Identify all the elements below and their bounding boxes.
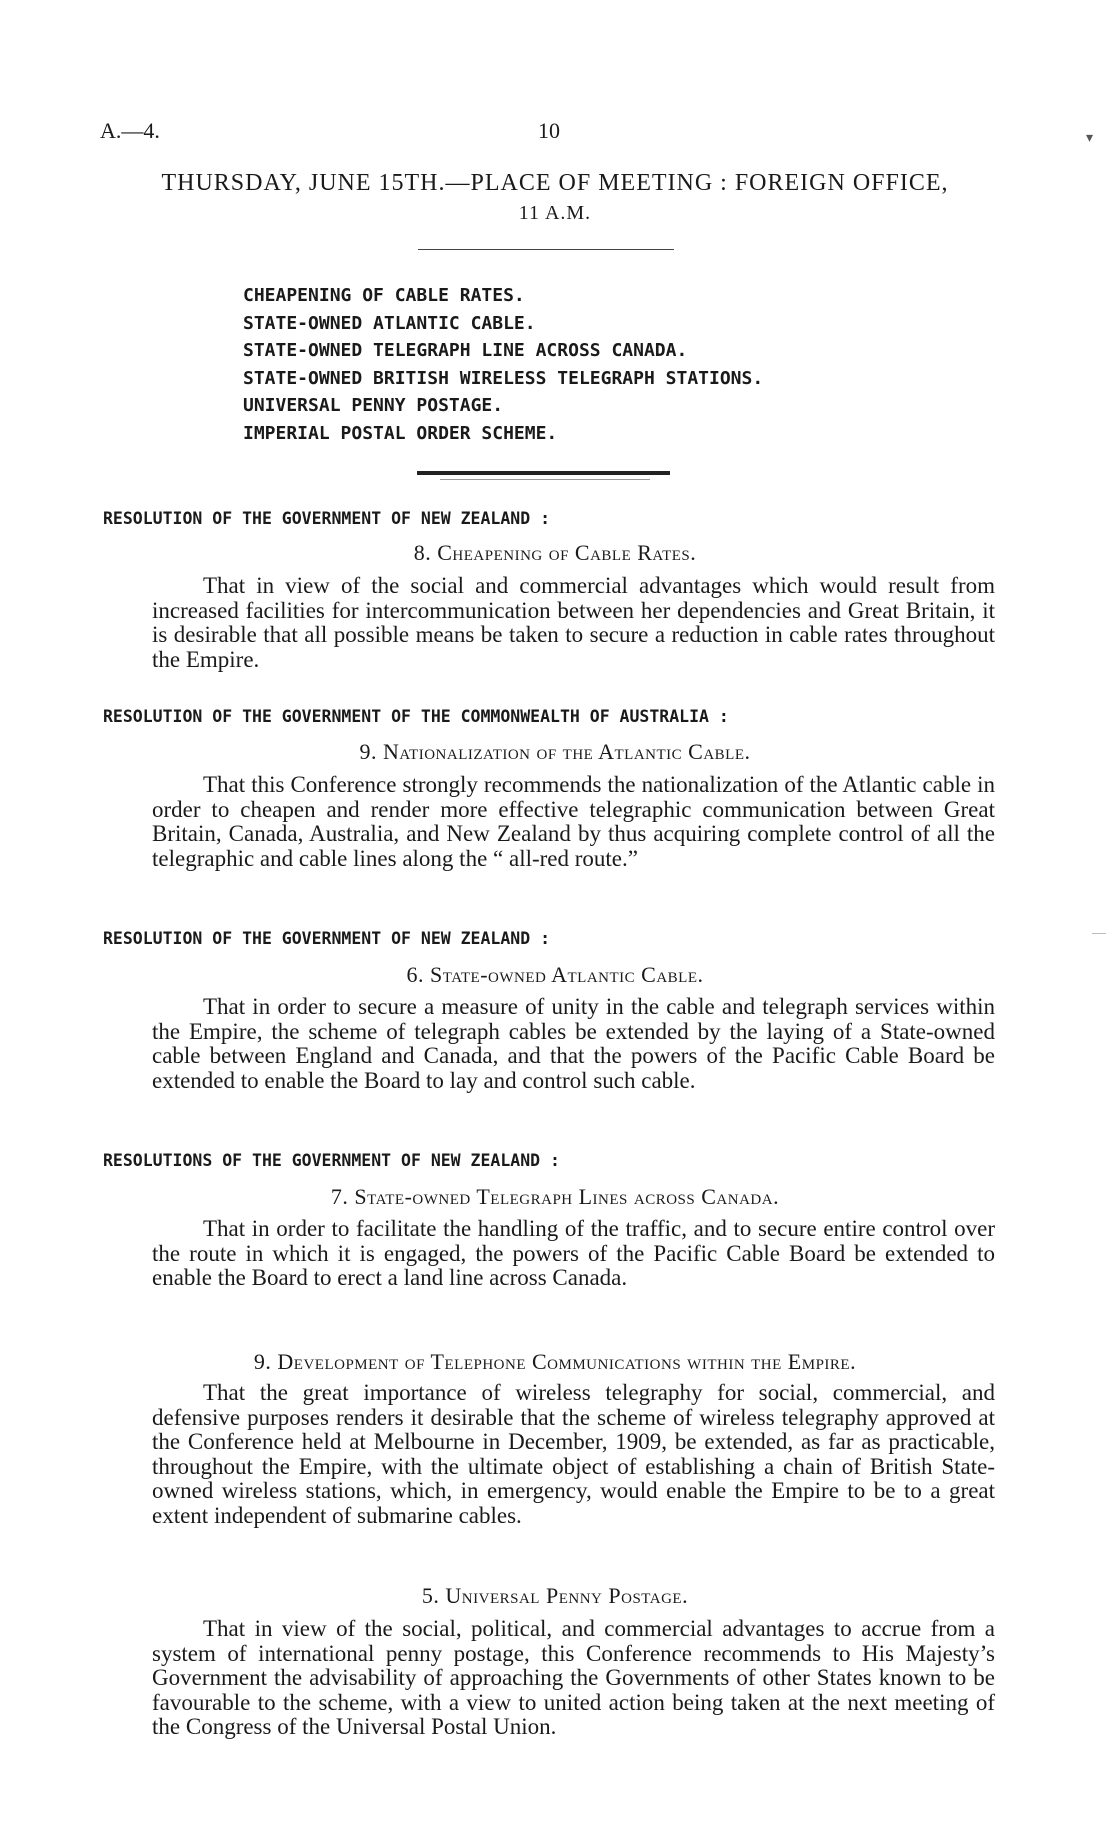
- topic-item: STATE-OWNED TELEGRAPH LINE ACROSS CANADA.: [243, 340, 688, 361]
- resolution-body: That in view of the social and commercial advantages which would result from increased facilities for intercommunication between her dependencies and Great Britain, it is desirable that all possible means be taken to secure a reduction in cable rates throughout the Empire.: [152, 573, 995, 672]
- divider-thin: [418, 249, 674, 250]
- resolution-heading: RESOLUTIONS OF THE GOVERNMENT OF NEW ZEALAND :: [103, 1151, 560, 1170]
- resolution-heading: RESOLUTION OF THE GOVERNMENT OF NEW ZEALAND :: [103, 929, 551, 948]
- resolution-subheading: 5. Universal Penny Postage.: [421, 1583, 689, 1608]
- meeting-line-2: 11 A.M.: [518, 202, 592, 224]
- resolution-subheading: 6. State-owned Atlantic Cable.: [406, 962, 704, 987]
- topic-item: IMPERIAL POSTAL ORDER SCHEME.: [243, 422, 558, 444]
- topics-list: [243, 282, 763, 447]
- topic-item: UNIVERSAL PENNY POSTAGE.: [243, 395, 504, 416]
- topic-item: CHEAPENING OF CABLE RATES.: [243, 285, 525, 306]
- margin-mark: ▾: [1086, 130, 1094, 146]
- topic-item: STATE-OWNED BRITISH WIRELESS TELEGRAPH STATIONS.: [243, 367, 764, 389]
- page-number: 10: [538, 118, 560, 143]
- resolution-subheading: 9. Development of Telephone Communications within the Empire.: [253, 1349, 857, 1374]
- divider-heavy: [417, 471, 670, 475]
- margin-mark: [1092, 933, 1106, 934]
- meeting-header: [100, 168, 1010, 228]
- resolution-body: That in order to secure a measure of unity in the cable and telegraph services within the Empire, the scheme of telegraph cables be extended by the laying of a State-owned cable between England and Canada, and that the powers of the Pacific Cable Board be extended to enable the Board to lay and control such cable.: [152, 994, 995, 1093]
- meeting-line-1: THURSDAY, JUNE 15TH.—PLACE OF MEETING : FOREIGN OFFICE,: [161, 170, 949, 196]
- resolution-heading: RESOLUTION OF THE GOVERNMENT OF THE COMMONWEALTH OF AUSTRALIA :: [103, 707, 729, 726]
- resolution-subheading: 9. Nationalization of the Atlantic Cable.: [359, 739, 751, 764]
- resolution-body: That in order to facilitate the handling of the traffic, and to secure entire control over the route in which it is engaged, the powers of the Pacific Cable Board be extended to enable the Board to erect a land line across Canada.: [152, 1216, 995, 1291]
- topic-item: STATE-OWNED ATLANTIC CABLE.: [243, 312, 536, 334]
- document-reference: A.—4.: [100, 118, 160, 143]
- resolution-body: That the great importance of wireless telegraphy for social, commercial, and defensive purposes renders it desirable that the scheme of wireless telegraphy approved at the Conference held at Melbourne in December, 1909, be extended, as far as practicable, throughout the Empire, with the ultimate object of establishing a chain of British State-owned wireless stations, which, in emergency, would enable the Empire to be to a great extent independent of submarine cables.: [152, 1380, 995, 1528]
- resolution-body: That in view of the social, political, and commercial advantages to accrue from a system of international penny postage, this Conference recommends to His Majesty’s Government the advisability of approaching the Governments of other States known to be favourable to the scheme, with a view to united action being taken at the next meeting of the Congress of the Universal Postal Union.: [152, 1616, 995, 1740]
- resolution-subheading: 8. Cheapening of Cable Rates.: [413, 540, 697, 565]
- resolution-subheading: 7. State-owned Telegraph Lines across Canada.: [330, 1184, 780, 1209]
- divider-thin-under: [440, 479, 650, 480]
- resolution-heading: RESOLUTION OF THE GOVERNMENT OF NEW ZEALAND :: [103, 509, 551, 528]
- resolution-body: That this Conference strongly recommends the nationalization of the Atlantic cable in order to cheapen and render more effective telegraphic communication between Great Britain, Canada, Australia, and New Zealand by thus acquiring complete control of all the telegraphic and cable lines along the “ all-red route.”: [152, 772, 995, 871]
